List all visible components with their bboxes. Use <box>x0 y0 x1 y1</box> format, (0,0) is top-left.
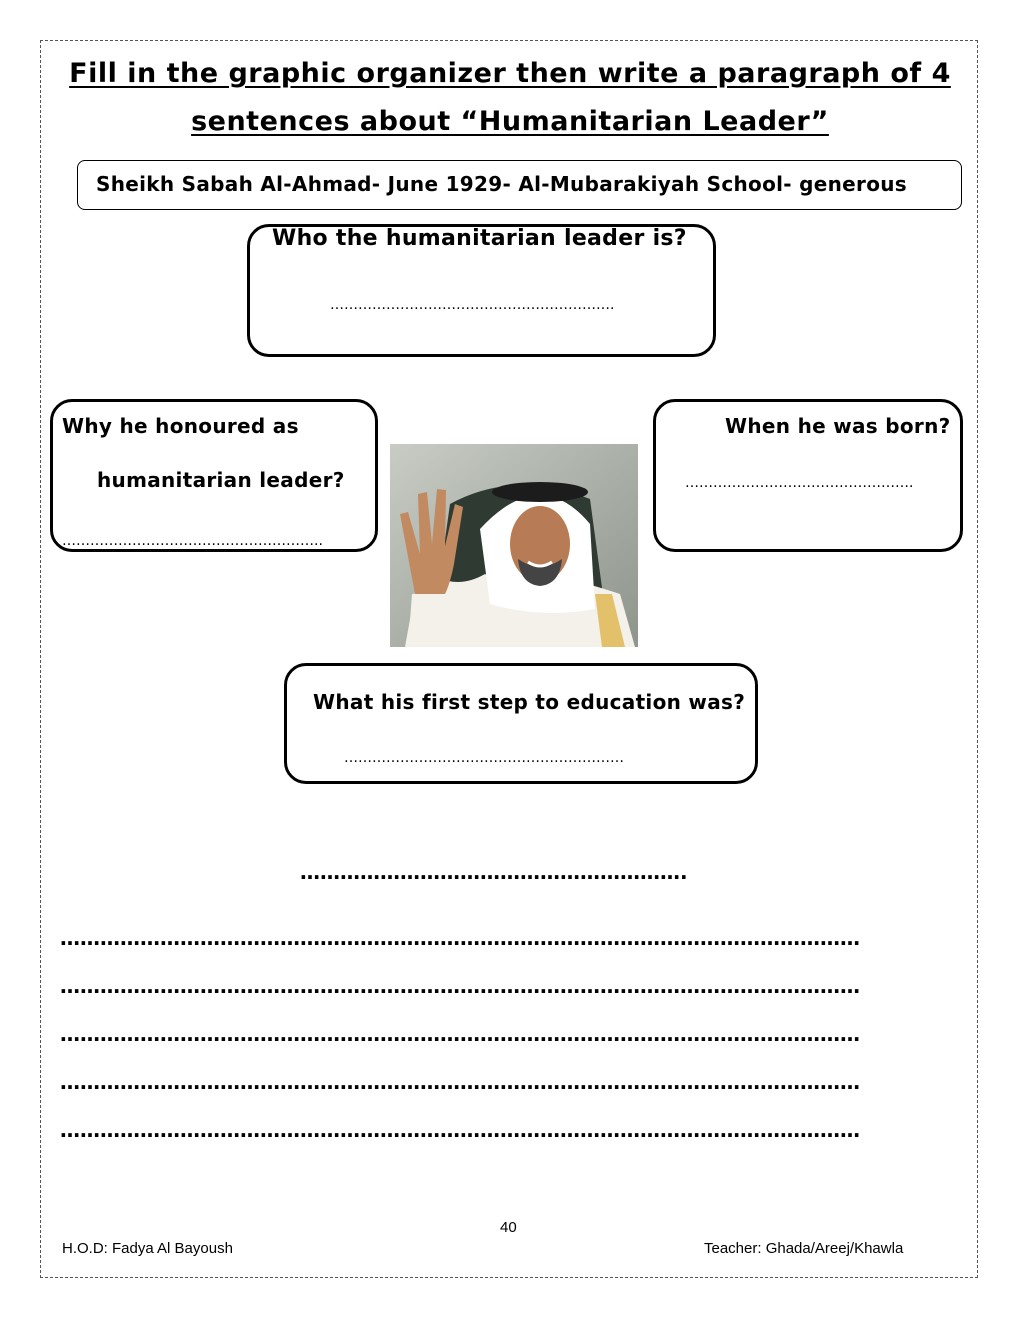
page-number: 40 <box>500 1219 517 1236</box>
who-question: Who the humanitarian leader is? <box>272 226 687 251</box>
hod-name: H.O.D: Fadya Al Bayoush <box>62 1240 233 1257</box>
worksheet-title-line-1: Fill in the graphic organizer then write a paragraph of 4 <box>69 58 951 89</box>
teacher-names: Teacher: Ghada/Areej/Khawla <box>704 1240 904 1257</box>
word-bank: Sheikh Sabah Al-Ahmad- June 1929- Al-Mubarakiyah School- generous <box>77 160 962 210</box>
education-question: What his first step to education was? <box>313 690 746 714</box>
writing-line[interactable]: ………………………………………………………………………………………………………… <box>60 1022 860 1046</box>
education-answer-blank[interactable]: …………………………………………………… <box>344 750 624 766</box>
writing-line[interactable]: ………………………………………………………………………………………………………… <box>60 1070 860 1094</box>
when-answer-blank[interactable]: …………………………………………. <box>685 475 914 491</box>
leader-photo <box>390 444 638 647</box>
writing-line[interactable]: ………………………………………………………………………………………………………… <box>60 926 860 950</box>
who-answer-blank[interactable]: ……………………………………………………. <box>330 297 615 313</box>
writing-line[interactable]: ………………………………………………………………………………………………………… <box>60 1118 860 1142</box>
why-question-line-1: Why he honoured as <box>62 414 299 438</box>
worksheet-title-line-2: sentences about “Humanitarian Leader” <box>191 106 829 137</box>
why-answer-blank[interactable]: ……………………………………………….. <box>62 533 323 549</box>
why-question-line-2: humanitarian leader? <box>97 468 345 492</box>
when-question: When he was born? <box>725 414 951 438</box>
paragraph-title-blank[interactable]: …………………………………………………. <box>300 860 688 884</box>
writing-line[interactable]: ………………………………………………………………………………………………………… <box>60 974 860 998</box>
